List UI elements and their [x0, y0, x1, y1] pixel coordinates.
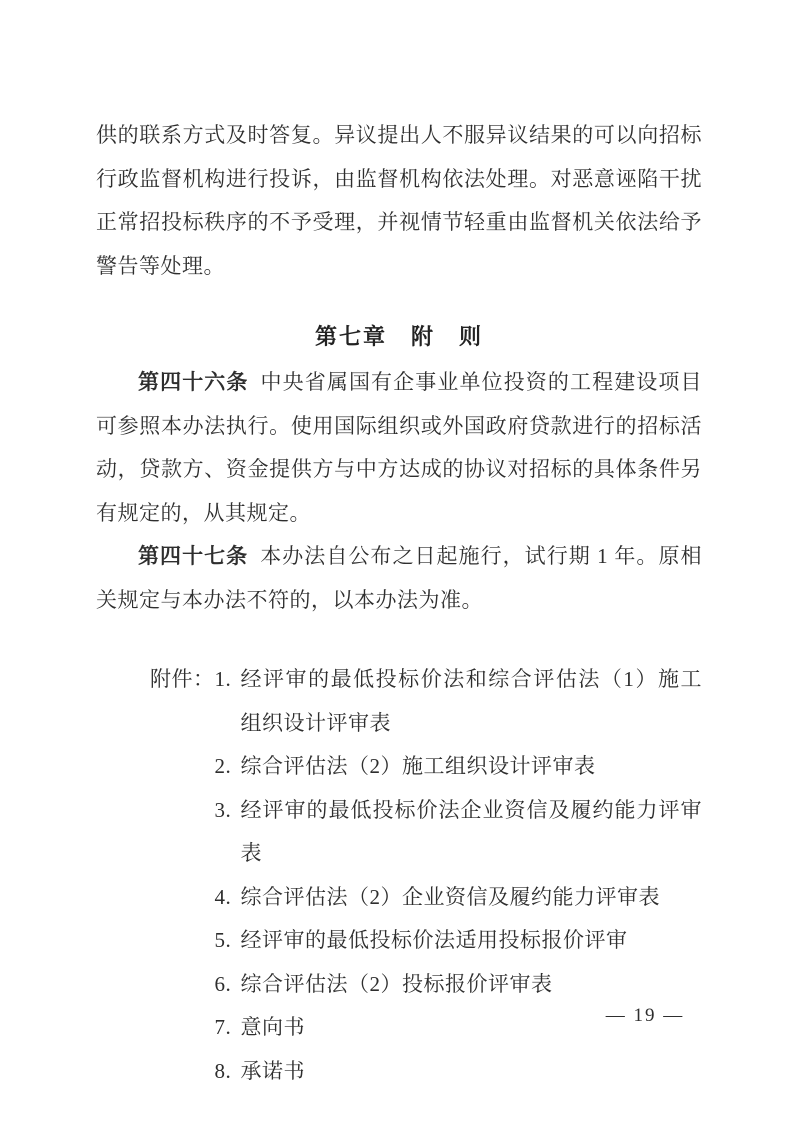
paragraph-continuation: 供的联系方式及时答复。异议提出人不服异议结果的可以向招标行政监督机构进行投诉，由监督机构依法处理。对恶意诬陷干扰正常招投标秩序的不予受理，并视情节轻重由监督机关依法给予警告等处理。: [96, 123, 702, 278]
attachment-item: [215, 1050, 703, 1094]
article-47-paragraph: [96, 535, 702, 622]
article-47-text: 本办法自公布之日起施行，试行期 1 年。原相关规定与本办法不符的，以本办法为准。: [96, 544, 703, 612]
attachment-item-text: 综合评估法（2）企业资信及履约能力评审表: [240, 884, 660, 909]
attachment-item-text: 经评审的最低投标价法适用投标报价评审: [240, 928, 628, 952]
article-46-text: 中央省属国有企事业单位投资的工程建设项目可参照本办法执行。使用国际组织或外国政府贷款进行的招标活动，贷款方、资金提供方与中方达成的协议对招标的具体条件另有规定的，从其规定。: [96, 370, 703, 525]
attachment-item-text: 意向书: [240, 1015, 305, 1039]
article-46-paragraph: [96, 361, 702, 535]
attachment-item-text: 综合评估法（2）投标报价评审表: [240, 971, 553, 996]
attachment-item-number: 7.: [214, 1015, 232, 1039]
article-46-number: 第四十六条: [138, 370, 249, 394]
attachments-label: 附件：: [150, 667, 215, 691]
attachment-item-number: 5.: [214, 928, 232, 952]
article-47-number: 第四十七条: [138, 544, 249, 568]
page-content: [96, 114, 702, 1093]
attachment-item-number: 8.: [214, 1058, 232, 1083]
attachment-item-number: 6.: [214, 971, 232, 996]
attachment-item: [215, 789, 703, 876]
attachment-item: [215, 658, 703, 745]
attachment-item-number: 2.: [214, 754, 232, 778]
page-number: — 19 —: [605, 1005, 685, 1026]
attachment-item-text: 综合评估法（2）施工组织设计评审表: [240, 754, 596, 778]
attachment-item-text: 经评审的最低投标价法和综合评估法（1）施工组织设计评审表: [240, 667, 702, 735]
attachment-item-number: 3.: [214, 797, 232, 822]
attachment-item-number: 4.: [214, 884, 232, 909]
attachment-item: [215, 919, 703, 963]
chapter-heading: 第七章 附 则: [314, 324, 483, 349]
attachment-item-text: 经评审的最低投标价法企业资信及履约能力评审表: [240, 797, 702, 865]
attachment-item-text: 承诺书: [240, 1058, 305, 1083]
attachment-item: [215, 963, 703, 1007]
attachment-item: [215, 876, 703, 920]
attachment-item-number: 1.: [214, 667, 232, 691]
attachment-item: [215, 745, 703, 789]
